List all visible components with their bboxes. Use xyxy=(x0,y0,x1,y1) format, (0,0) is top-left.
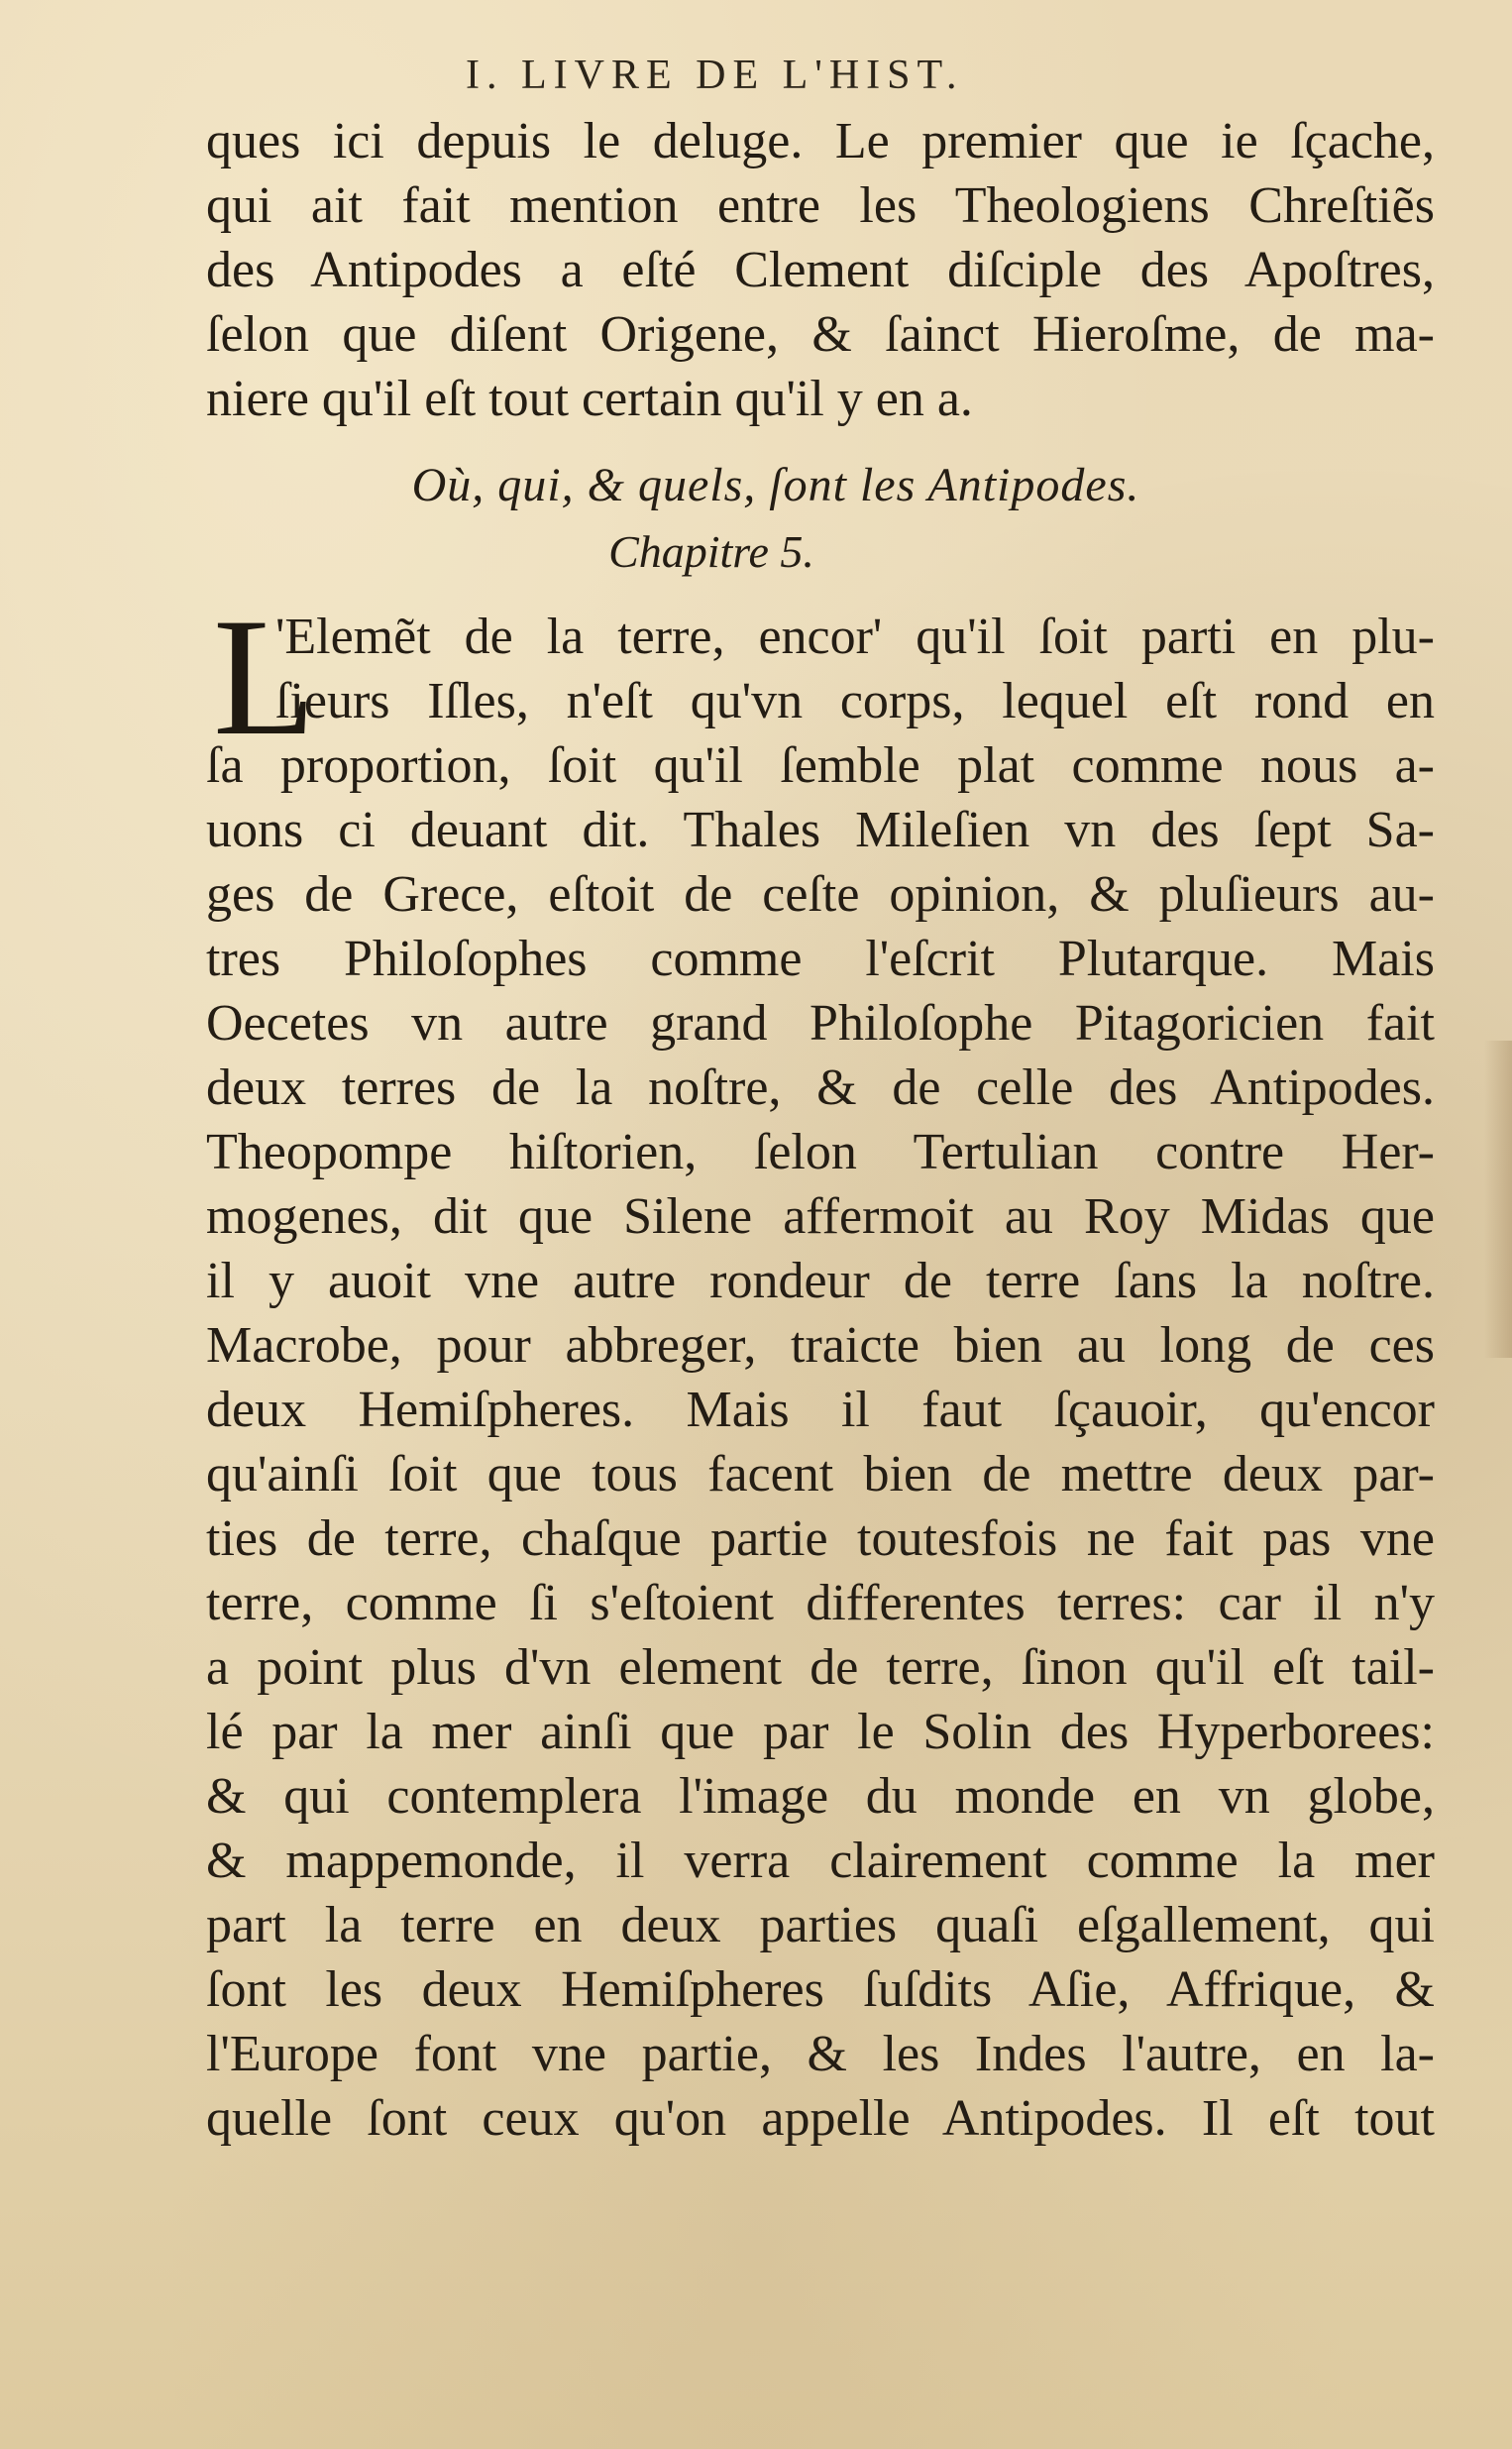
text-line: lé par la mer ainſi que par le Solin des Hyperborees: xyxy=(206,1704,1435,1760)
text-line: 'Elemẽt de la terre, encor' qu'il ſoit parti en plu- xyxy=(275,609,1435,665)
text-line: qui ait fait mention entre les Theologiens Chreſtiẽs xyxy=(206,177,1435,234)
chapter-number: Chapitre 5. xyxy=(608,526,814,577)
text-line: l'Europe font vne partie, & les Indes l'autre, en la- xyxy=(206,2026,1435,2082)
intro-paragraph xyxy=(206,109,1435,431)
text-line: a point plus d'vn element de terre, ſinon qu'il eſt tail- xyxy=(206,1639,1435,1696)
text-line: Oecetes vn autre grand Philoſophe Pitagoricien fait xyxy=(206,995,1435,1052)
text-line: & qui contemplera l'image du monde en vn globe, xyxy=(206,1768,1435,1825)
text-line: ſont les deux Hemiſpheres ſuſdits Aſie, Affrique, & xyxy=(206,1961,1435,2018)
text-line: niere qu'il eſt tout certain qu'il y en a. xyxy=(206,371,973,427)
text-line: deux Hemiſpheres. Mais il faut ſçauoir, qu'encor xyxy=(206,1382,1435,1438)
chapter-body xyxy=(206,584,1435,2151)
text-line: il y auoit vne autre rondeur de terre ſans la noſtre. xyxy=(206,1253,1435,1309)
text-line: ſa proportion, ſoit qu'il ſemble plat comme nous a- xyxy=(206,737,1435,794)
text-line: Macrobe, pour abbreger, traicte bien au long de ces xyxy=(206,1317,1435,1374)
text-line: ges de Grece, eſtoit de ceſte opinion, & pluſieurs au- xyxy=(206,866,1435,923)
text-line: Theopompe hiſtorien, ſelon Tertulian contre Her- xyxy=(206,1124,1435,1180)
text-line: mogenes, dit que Silene affermoit au Roy Midas que xyxy=(206,1188,1435,1245)
text-line: ſelon que diſent Origene, & ſainct Hieroſme, de ma- xyxy=(206,306,1435,363)
text-line: tres Philoſophes comme l'eſcrit Plutarque. Mais xyxy=(206,931,1435,987)
text-line: terre, comme ſi s'eſtoient differentes terres: car il n'y xyxy=(206,1575,1435,1631)
chapter-title: Où, qui, & quels, ſont les Antipodes. xyxy=(411,459,1140,511)
page-edge-shadow xyxy=(1484,1041,1512,1358)
text-line: deux terres de la noſtre, & de celle des Antipodes. xyxy=(206,1059,1435,1116)
text-line: qu'ainſi ſoit que tous facent bien de mettre deux par- xyxy=(206,1446,1435,1503)
text-line: ſieurs Iſles, n'eſt qu'vn corps, lequel eſt rond en xyxy=(275,673,1435,729)
drop-cap-initial: L xyxy=(213,584,316,770)
text-line: ques ici depuis le deluge. Le premier que ie ſçache, xyxy=(206,113,1435,169)
text-line: ties de terre, chaſque partie toutesfois ne fait pas vne xyxy=(206,1510,1435,1567)
text-line: part la terre en deux parties quaſi eſgallement, qui xyxy=(206,1897,1435,1953)
text-line: des Antipodes a eſté Clement diſciple des Apoſtres, xyxy=(206,242,1435,298)
running-head: I. LIVRE DE L'HIST. xyxy=(466,53,964,98)
text-line: & mappemonde, il verra clairement comme la mer xyxy=(206,1833,1435,1889)
text-line: uons ci deuant dit. Thales Mileſien vn des ſept Sa- xyxy=(206,802,1435,858)
text-line: quelle ſont ceux qu'on appelle Antipodes. Il eſt tout xyxy=(206,2090,1435,2147)
